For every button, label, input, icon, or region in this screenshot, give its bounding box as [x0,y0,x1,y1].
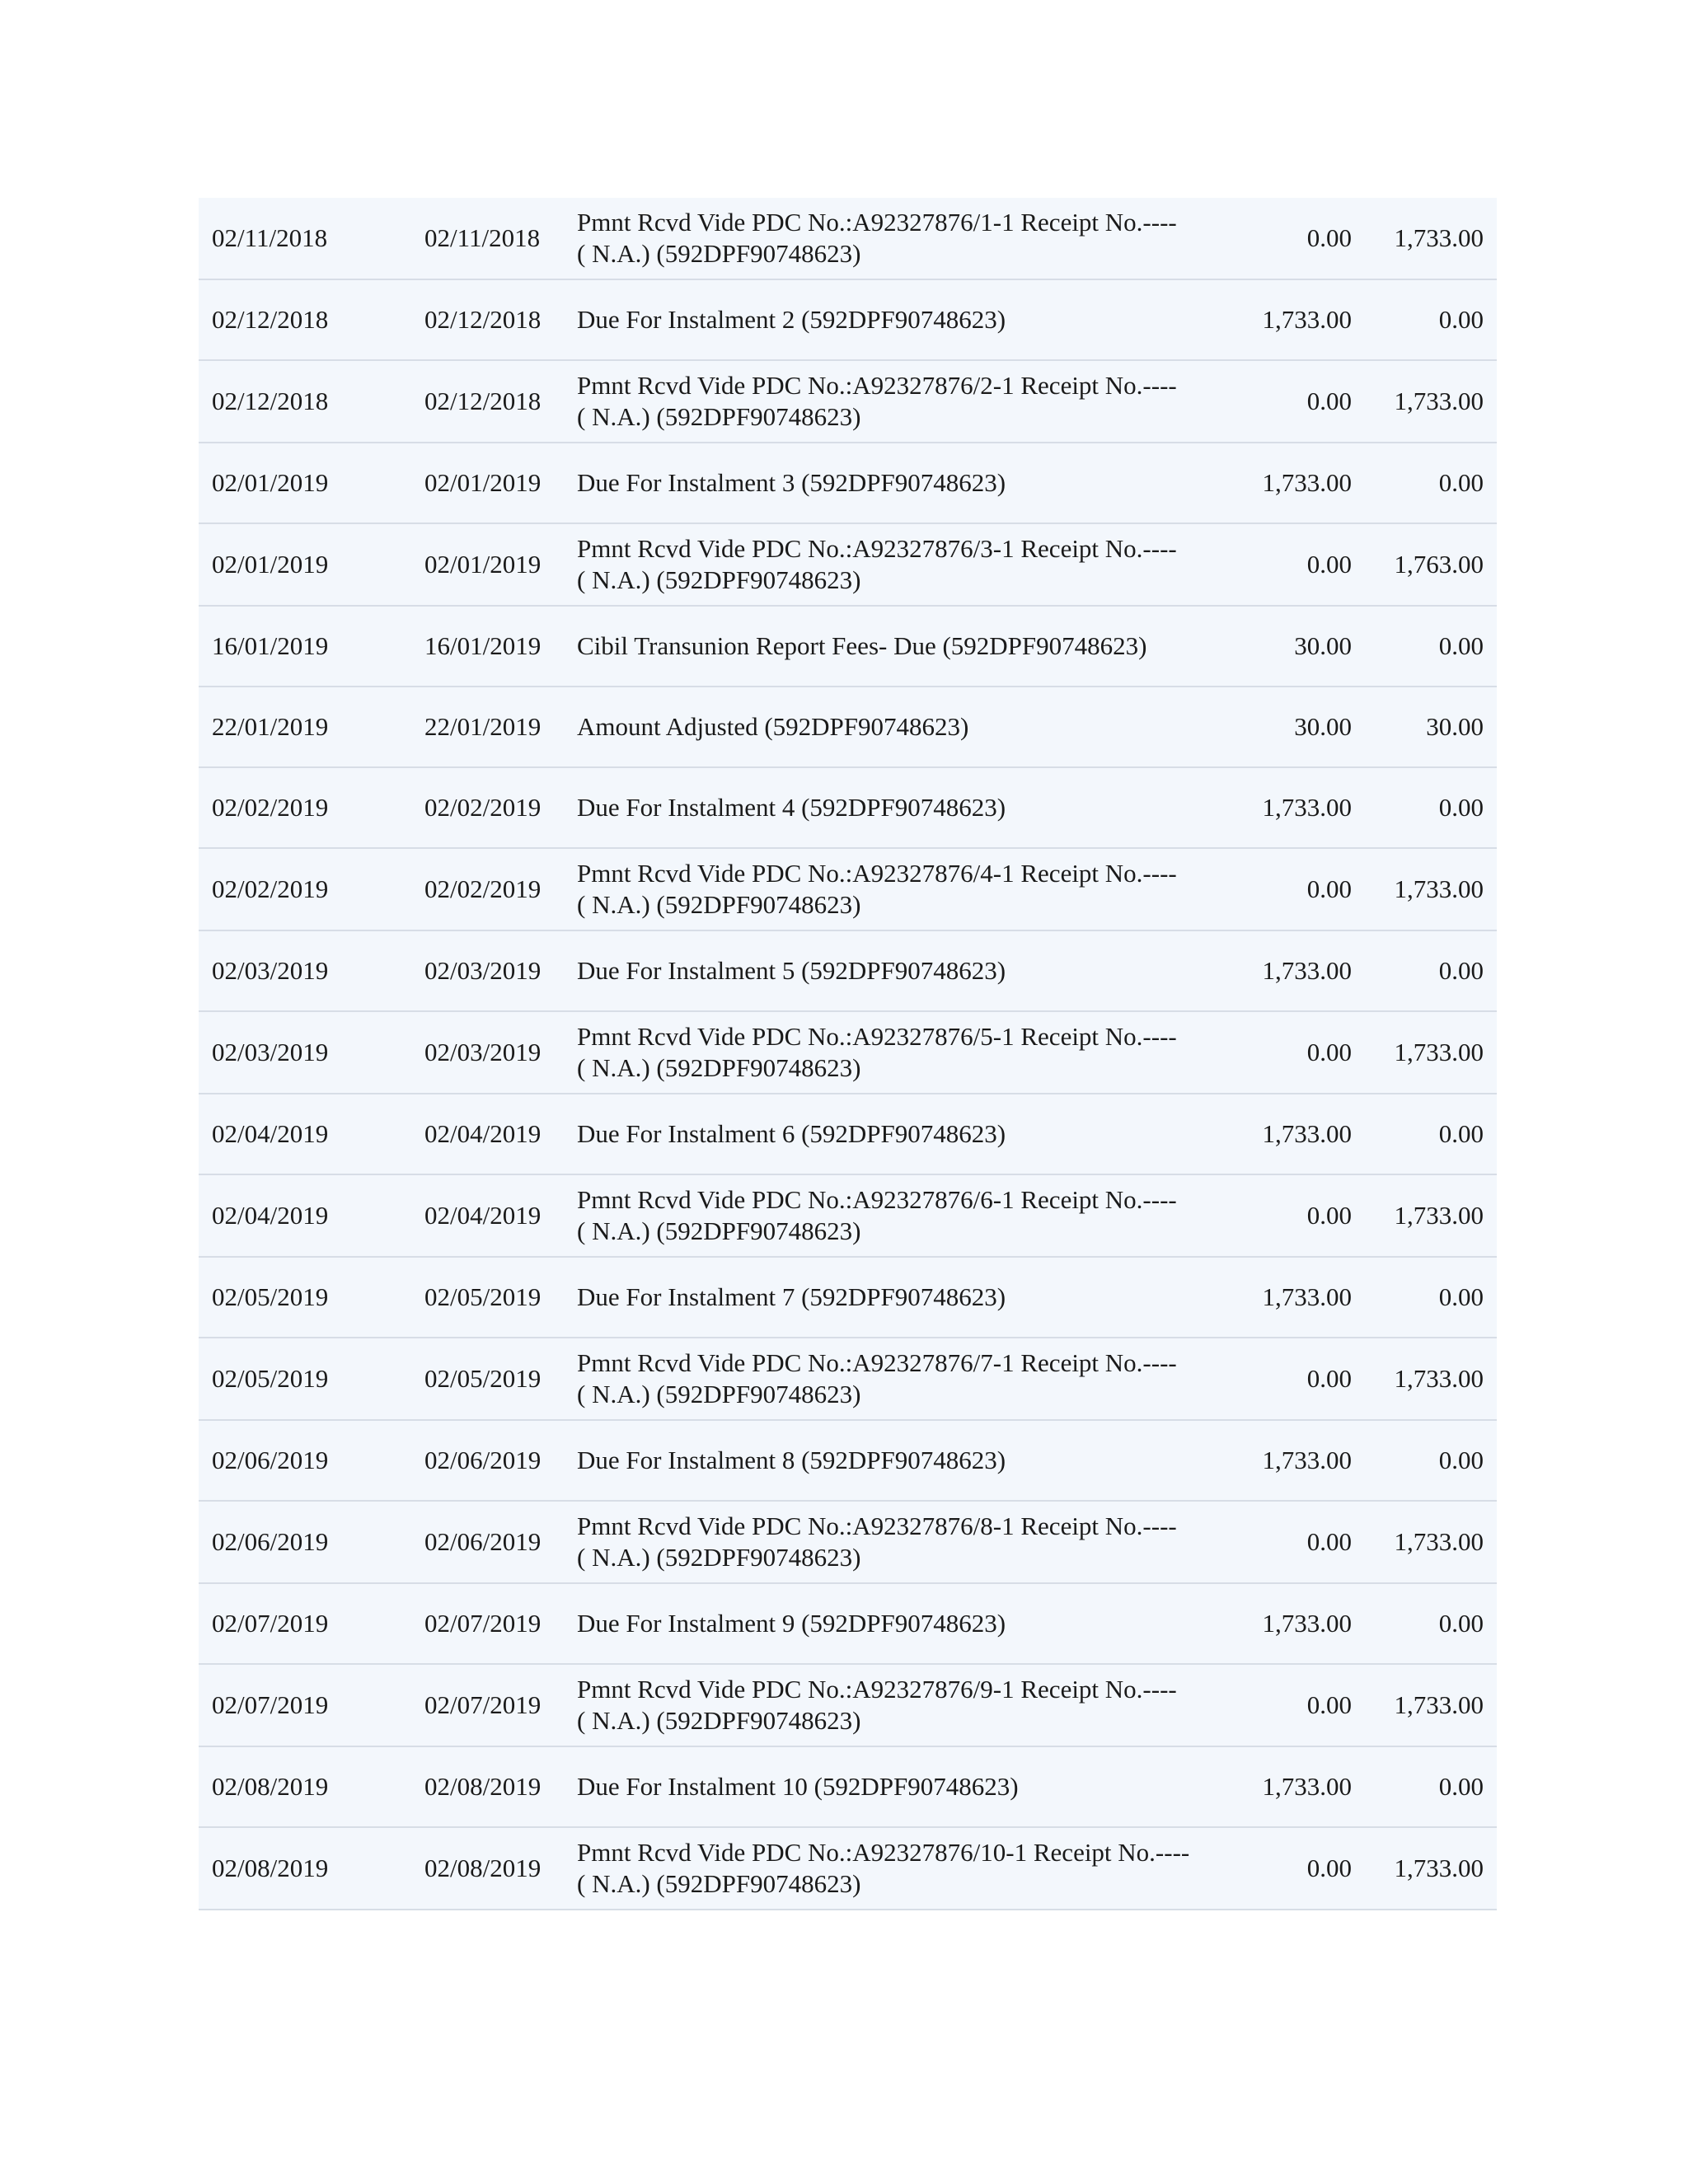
debit-amount-cell: 0.00 [1306,1527,1352,1556]
description-cell: Pmnt Rcvd Vide PDC No.:A92327876/3-1 Receipt No.---- ( N.A.) (592DPF90748623) [577,534,1177,594]
debit-amount-cell: 0.00 [1306,550,1352,579]
description-cell: Due For Instalment 2 (592DPF90748623) [577,305,1006,334]
credit-amount-cell: 0.00 [1438,468,1484,497]
txn-date-cell: 02/01/2019 [212,550,329,579]
credit-amount-cell: 0.00 [1438,631,1484,660]
description-cell: Due For Instalment 6 (592DPF90748623) [577,1119,1006,1148]
credit-amount-cell: 0.00 [1438,1609,1484,1638]
value-date-cell: 02/02/2019 [424,793,542,822]
credit-amount-cell: 1,733.00 [1394,874,1484,903]
value-date-cell: 02/07/2019 [424,1609,542,1638]
table-row [199,1094,1497,1174]
debit-amount-cell: 1,733.00 [1262,1119,1352,1148]
table-row [199,1338,1497,1420]
txn-date-cell: 02/12/2018 [212,305,329,334]
debit-amount-cell: 0.00 [1306,874,1352,903]
table-row [199,1827,1497,1910]
debit-amount-cell: 1,733.00 [1262,468,1352,497]
value-date-cell: 22/01/2019 [424,712,542,741]
value-date-cell: 02/05/2019 [424,1282,542,1311]
txn-date-cell: 02/12/2018 [212,387,329,415]
value-date-cell: 02/03/2019 [424,956,542,985]
description-cell: Due For Instalment 7 (592DPF90748623) [577,1282,1006,1311]
value-date-cell: 02/07/2019 [424,1690,542,1719]
table-row [199,360,1497,443]
table-row [199,198,1497,279]
credit-amount-cell: 1,733.00 [1394,1527,1484,1556]
txn-date-cell: 02/06/2019 [212,1527,329,1556]
credit-amount-cell: 1,733.00 [1394,1690,1484,1719]
description-cell: Due For Instalment 5 (592DPF90748623) [577,956,1006,985]
value-date-cell: 02/12/2018 [424,305,542,334]
value-date-cell: 02/08/2019 [424,1854,542,1882]
table-row [199,606,1497,687]
credit-amount-cell: 0.00 [1438,305,1484,334]
value-date-cell: 02/06/2019 [424,1446,542,1474]
table-row [199,767,1497,848]
debit-amount-cell: 0.00 [1306,1038,1352,1066]
credit-amount-cell: 1,733.00 [1394,387,1484,415]
table-row [199,930,1497,1011]
txn-date-cell: 02/07/2019 [212,1690,329,1719]
description-cell: Amount Adjusted (592DPF90748623) [577,712,969,741]
value-date-cell: 02/04/2019 [424,1119,542,1148]
value-date-cell: 02/01/2019 [424,550,542,579]
value-date-cell: 16/01/2019 [424,631,542,660]
txn-date-cell: 02/05/2019 [212,1364,329,1393]
txn-date-cell: 02/02/2019 [212,793,329,822]
credit-amount-cell: 0.00 [1438,1282,1484,1311]
debit-amount-cell: 1,733.00 [1262,1772,1352,1801]
description-cell: Pmnt Rcvd Vide PDC No.:A92327876/8-1 Receipt No.---- ( N.A.) (592DPF90748623) [577,1511,1177,1572]
debit-amount-cell: 0.00 [1306,1854,1352,1882]
txn-date-cell: 02/05/2019 [212,1282,329,1311]
credit-amount-cell: 0.00 [1438,793,1484,822]
description-cell: Due For Instalment 10 (592DPF90748623) [577,1772,1019,1801]
txn-date-cell: 22/01/2019 [212,712,329,741]
debit-amount-cell: 0.00 [1306,223,1352,252]
table-row [199,443,1497,523]
txn-date-cell: 02/04/2019 [212,1201,329,1230]
credit-amount-cell: 30.00 [1426,712,1484,741]
txn-date-cell: 02/08/2019 [212,1854,329,1882]
value-date-cell: 02/05/2019 [424,1364,542,1393]
txn-date-cell: 02/11/2018 [212,223,328,252]
txn-date-cell: 02/08/2019 [212,1772,329,1801]
table-row [199,1420,1497,1501]
credit-amount-cell: 0.00 [1438,1772,1484,1801]
table-row [199,1257,1497,1338]
table-row [199,848,1497,930]
txn-date-cell: 02/02/2019 [212,874,329,903]
description-cell: Cibil Transunion Report Fees- Due (592DPF90748623) [577,631,1147,660]
credit-amount-cell: 1,733.00 [1394,223,1484,252]
credit-amount-cell: 1,733.00 [1394,1854,1484,1882]
table-row [199,1664,1497,1746]
txn-date-cell: 02/03/2019 [212,1038,329,1066]
table-row [199,1746,1497,1827]
value-date-cell: 02/08/2019 [424,1772,542,1801]
debit-amount-cell: 0.00 [1306,387,1352,415]
table-row [199,523,1497,606]
debit-amount-cell: 1,733.00 [1262,1282,1352,1311]
txn-date-cell: 02/03/2019 [212,956,329,985]
debit-amount-cell: 0.00 [1306,1690,1352,1719]
table-row [199,1011,1497,1094]
credit-amount-cell: 0.00 [1438,1446,1484,1474]
debit-amount-cell: 1,733.00 [1262,956,1352,985]
description-cell: Due For Instalment 3 (592DPF90748623) [577,468,1006,497]
value-date-cell: 02/12/2018 [424,387,542,415]
value-date-cell: 02/11/2018 [424,223,541,252]
credit-amount-cell: 1,763.00 [1394,550,1484,579]
description-cell: Pmnt Rcvd Vide PDC No.:A92327876/1-1 Receipt No.---- ( N.A.) (592DPF90748623) [577,208,1177,268]
description-cell: Pmnt Rcvd Vide PDC No.:A92327876/4-1 Receipt No.---- ( N.A.) (592DPF90748623) [577,859,1177,919]
txn-date-cell: 02/01/2019 [212,468,329,497]
debit-amount-cell: 0.00 [1306,1201,1352,1230]
table-row [199,1501,1497,1583]
description-cell: Pmnt Rcvd Vide PDC No.:A92327876/6-1 Receipt No.---- ( N.A.) (592DPF90748623) [577,1185,1177,1245]
credit-amount-cell: 0.00 [1438,956,1484,985]
debit-amount-cell: 1,733.00 [1262,305,1352,334]
table-row [199,1174,1497,1257]
value-date-cell: 02/01/2019 [424,468,542,497]
transaction-table [199,198,1497,1910]
txn-date-cell: 02/04/2019 [212,1119,329,1148]
txn-date-cell: 02/06/2019 [212,1446,329,1474]
description-cell: Pmnt Rcvd Vide PDC No.:A92327876/10-1 Receipt No.---- ( N.A.) (592DPF90748623) [577,1838,1190,1898]
description-cell: Pmnt Rcvd Vide PDC No.:A92327876/7-1 Receipt No.---- ( N.A.) (592DPF90748623) [577,1348,1177,1408]
value-date-cell: 02/06/2019 [424,1527,542,1556]
credit-amount-cell: 1,733.00 [1394,1038,1484,1066]
table-row [199,1583,1497,1664]
txn-date-cell: 02/07/2019 [212,1609,329,1638]
transaction-table-body [199,198,1497,1910]
description-cell: Pmnt Rcvd Vide PDC No.:A92327876/9-1 Receipt No.---- ( N.A.) (592DPF90748623) [577,1675,1177,1735]
credit-amount-cell: 0.00 [1438,1119,1484,1148]
value-date-cell: 02/02/2019 [424,874,542,903]
description-cell: Pmnt Rcvd Vide PDC No.:A92327876/5-1 Receipt No.---- ( N.A.) (592DPF90748623) [577,1022,1177,1082]
debit-amount-cell: 30.00 [1294,712,1352,741]
value-date-cell: 02/04/2019 [424,1201,542,1230]
description-cell: Pmnt Rcvd Vide PDC No.:A92327876/2-1 Receipt No.---- ( N.A.) (592DPF90748623) [577,371,1177,431]
debit-amount-cell: 0.00 [1306,1364,1352,1393]
credit-amount-cell: 1,733.00 [1394,1201,1484,1230]
description-cell: Due For Instalment 9 (592DPF90748623) [577,1609,1006,1638]
credit-amount-cell: 1,733.00 [1394,1364,1484,1393]
description-cell: Due For Instalment 8 (592DPF90748623) [577,1446,1006,1474]
debit-amount-cell: 1,733.00 [1262,793,1352,822]
debit-amount-cell: 30.00 [1294,631,1352,660]
value-date-cell: 02/03/2019 [424,1038,542,1066]
table-row [199,687,1497,767]
table-row [199,279,1497,360]
debit-amount-cell: 1,733.00 [1262,1609,1352,1638]
debit-amount-cell: 1,733.00 [1262,1446,1352,1474]
description-cell: Due For Instalment 4 (592DPF90748623) [577,793,1006,822]
txn-date-cell: 16/01/2019 [212,631,329,660]
